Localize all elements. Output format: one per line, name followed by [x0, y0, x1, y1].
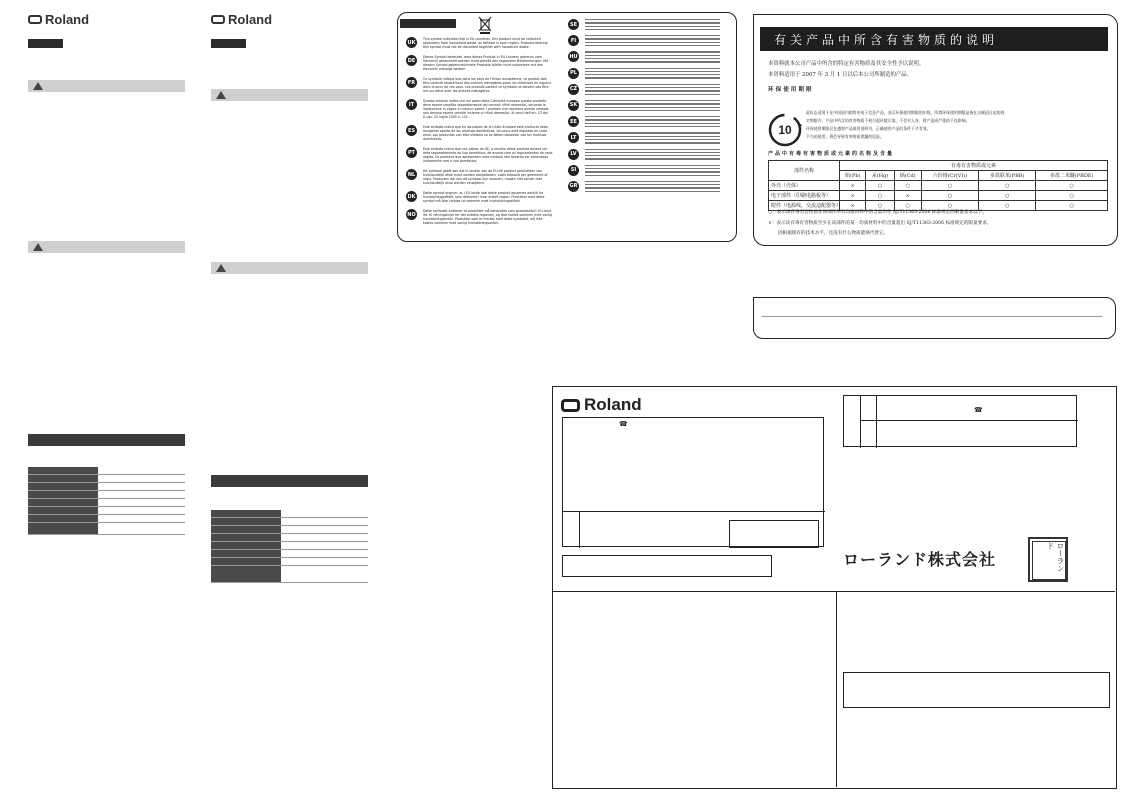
roland-logo-col2 — [211, 12, 272, 27]
eu-entry-uk — [406, 37, 561, 49]
dealer-vline — [579, 511, 580, 548]
cell: ○ — [921, 201, 978, 211]
lang-tab-col2 — [211, 39, 246, 48]
cn-intro-2: 本资料适用于 2007 年 3 月 1 日以后本公司所制造的产品。 — [768, 72, 913, 78]
warning-triangle-icon — [33, 82, 43, 90]
cn-col: 多溴联苯(PBB) — [979, 171, 1036, 181]
epup-number: 10 — [778, 123, 792, 137]
eu-header-bar — [400, 19, 456, 28]
lang-badge: PL — [568, 68, 579, 79]
eu-entry-fi — [568, 35, 728, 46]
eu-entry-es — [406, 125, 561, 141]
lang-badge: DK — [406, 191, 417, 202]
cell: × — [840, 181, 866, 191]
eu-text: Dieses Symbol bedeutet, dass dieses Produkt in EU-Ländern getrennt vom Hausmüll gesammelt werden muss gemäß den regionalen Bestimmungen. Mit diesem Symbol gekennzeichnete Produkte dürfen nicht zusammen mit den Hausmüll entsorgt werden. — [423, 55, 549, 71]
cell: ○ — [979, 191, 1036, 201]
lang-badge: DE — [406, 55, 417, 66]
cell: ○ — [866, 201, 894, 211]
caution-bar-col1 — [28, 241, 185, 253]
eu-entry-ee — [568, 116, 728, 127]
eu-entry-gr — [568, 181, 728, 192]
eu-text: Questo simbolo indica che nei paesi della Comunità europea questo prodotto deve essere smaltito separatamente dai normali rifiuti domestici, secondo la legislazione in vigore in ciascun paese. I prodotti che riportano questo simbolo non devono essere smaltiti insieme ai rifiuti domestici. Ai sensi dell'art. 13 del D.Lgs. 25 luglio 2005 n. 151. — [423, 99, 549, 119]
table-row — [769, 181, 1108, 191]
lang-badge: GR — [568, 181, 579, 192]
cn-env-line-3: 环保使用期限仅在遵照产品使用说明书，正确使用产品的条件下才有效。 — [806, 126, 931, 131]
eu-entry-it — [406, 99, 561, 119]
eu-text: Este símbolo indica que en los países de la Unión Europea este producto debe recogerse aparte de los residuos domésticos, tal como esté regulado en cada zona. Los productos con este símbolo no se deben depositar con los residuos domésticos. — [423, 125, 548, 141]
brand-text: Roland — [228, 12, 273, 27]
jp-warranty-card — [552, 386, 1117, 789]
row-name: 电子部件（印刷电路板等） — [769, 191, 840, 201]
eu-text: Este símbolo indica que nos países da UE, a recolha deste produto deverá ser feita separadamente do lixo doméstico, de acordo com os regulamentos de cada região. Os produtos que apresentem este símbolo não deverão ser eliminados juntamente com o lixo doméstico. — [423, 147, 553, 163]
warning-bar-col1 — [28, 80, 185, 92]
eu-text: Dit symbool geeft aan dat in landen van de EU dit product gescheiden van huishoudelijk afval moet worden aangeboden, zoals bepaald per gemeente of regio. Producten die van dit symbool zijn voorzien, mogen niet samen met huishoudelijk afval worden verwijderd. — [423, 169, 548, 185]
roland-mark-icon — [211, 15, 225, 24]
eu-text: Ce symbole indique que dans les pays de l'Union européenne, ce produit doit être collecté séparément des ordures ménagères selon les directives en vigueur dans chacun de ces pays. Les produits portant ce symbole ne doivent pas être mis au rebut avec les ordures ménagères. — [423, 77, 552, 93]
lang-badge: NL — [406, 169, 417, 180]
lang-badge: FR — [406, 77, 417, 88]
owner-hline — [860, 420, 1078, 421]
eu-entry-pl — [568, 68, 728, 79]
brand-text: Roland — [45, 12, 90, 27]
lang-badge: LV — [568, 149, 579, 160]
china-rohs-panel — [753, 14, 1118, 246]
lang-badge: LT — [568, 132, 579, 143]
eu-entry-de — [406, 55, 561, 71]
lang-tab-col1 — [28, 39, 63, 48]
cn-note-3: 因根据现有的技术水平，还没有什么物质能够代替它。 — [778, 231, 889, 236]
eu-entry-se — [568, 19, 728, 30]
eu-entry-lt — [568, 132, 728, 143]
lang-badge: IT — [406, 99, 417, 110]
cn-col-group: 有毒有害物质或元素 — [840, 161, 1108, 171]
lang-badge: CZ — [568, 84, 579, 95]
eu-entry-dk — [406, 191, 561, 203]
spec-table-col1 — [28, 467, 185, 535]
table-row — [769, 191, 1108, 201]
eu-entry-nl — [406, 169, 561, 185]
lang-badge: UK — [406, 37, 417, 48]
eu-entry-fr — [406, 77, 561, 93]
cell: × — [840, 201, 866, 211]
spec-header-col1 — [28, 434, 185, 446]
cn-env-line-1: 此标志适用于在中国国内销售的电子信息产品，表示环保使用期限的年数。所谓环保使用期限是指在自制造日起的规 — [806, 110, 1005, 115]
caution-triangle-icon — [33, 243, 43, 251]
phone-icon: ☎ — [619, 420, 628, 428]
cell: ○ — [866, 191, 894, 201]
cell: ○ — [1036, 201, 1108, 211]
jp-roland-logo — [561, 395, 642, 415]
cell: ○ — [979, 181, 1036, 191]
jp-company-name: ローランド株式会社 — [843, 550, 997, 569]
lang-badge: PT — [406, 147, 417, 158]
cn-note-2: ×：表示该有毒有害物质至少在该部件的某一均质材料中的含量超出 SJ/T11363-2006 标准规定的限量要求。 — [768, 221, 992, 226]
eu-text: Dette symbol angiver, at i EU-lande skal dette produkt opsamles adskilt fra husholdningsaffald, som defineret i hver enkelt region. Produkter med dette symbol må ikke smides ud sammen med husholdningsaffald. — [423, 191, 545, 203]
roland-mark-icon — [28, 15, 42, 24]
lang-badge: EE — [568, 116, 579, 127]
card-divider — [553, 591, 1115, 592]
notice-line — [762, 316, 1102, 317]
eu-text: This symbol indicates that in EU countries, this product must be collected separately from household waste, as defined in each region. Products bearing this symbol must not be discarded together with household waste. — [423, 37, 548, 49]
phone-icon: ☎ — [974, 406, 983, 414]
cell: ○ — [979, 201, 1036, 211]
cell: × — [840, 191, 866, 201]
eu-entry-lv — [568, 149, 728, 160]
cn-env-line-2: 定期限内，产品中所含的有害物质不致引起环境污染，不会对人身、财产造成严重的不良影响。 — [806, 118, 970, 123]
cn-col-part: 部件名称 — [769, 161, 840, 181]
cn-col: 六价铬(Cr(VI)) — [921, 171, 978, 181]
eu-entry-no — [406, 209, 561, 225]
company-seal — [1028, 537, 1068, 582]
lang-badge: SI — [568, 165, 579, 176]
cn-intro-1: 本资料就本公司产品中所含的特定有害物质及其安全性予以说明。 — [768, 61, 925, 67]
card-center-line — [836, 591, 837, 787]
cn-col: 镉(Cd) — [894, 171, 921, 181]
owner-box — [843, 395, 1077, 447]
crossed-bin-icon — [478, 16, 492, 34]
repair-box — [843, 672, 1110, 708]
dealer-box — [562, 417, 824, 547]
cn-col: 多溴二苯醚(PBDE) — [1036, 171, 1108, 181]
cell: ○ — [894, 181, 921, 191]
roland-mark-icon — [561, 399, 580, 412]
caution-bar-col2 — [211, 262, 368, 274]
spec-table-col2 — [211, 510, 368, 583]
stamp-box — [729, 520, 819, 548]
serial-box — [562, 555, 772, 577]
lang-badge: NO — [406, 209, 417, 220]
seal-text: ローランド — [1032, 541, 1066, 580]
spec-header-col2 — [211, 475, 368, 487]
row-name: 附件（电源线、交流适配器等） — [769, 201, 840, 211]
row-name: 外壳（壳体） — [769, 181, 840, 191]
lang-badge: SE — [568, 19, 579, 30]
owner-vline-2 — [876, 396, 877, 448]
cell: × — [894, 191, 921, 201]
cell: ○ — [921, 191, 978, 201]
notice-box — [753, 297, 1116, 339]
eu-entry-hu — [568, 51, 728, 62]
cn-env-title: 环保使用期限 — [768, 87, 814, 93]
eu-entry-cz — [568, 84, 728, 95]
eu-entry-sk — [568, 100, 728, 111]
cn-col: 铅(Pb) — [840, 171, 866, 181]
cell: ○ — [1036, 191, 1108, 201]
cn-table-title: 产品中有毒有害物质或元素的名称及含量 — [768, 151, 895, 157]
lang-badge: SK — [568, 100, 579, 111]
cn-env-text — [806, 109, 1108, 141]
cn-env-line-4: 不当的使用，将会导致有害物质泄漏的危险。 — [806, 134, 884, 139]
lang-badge: ES — [406, 125, 417, 136]
cell: ○ — [894, 201, 921, 211]
lang-badge: HU — [568, 51, 579, 62]
eu-right-column — [568, 19, 728, 192]
cn-note-1: ○：表示该有毒有害物质在该部件所有均质材料中的含量均在 SJ/T11363-2006 标准规定的限量要求以下。 — [768, 210, 987, 215]
cn-col: 汞(Hg) — [866, 171, 894, 181]
cell: ○ — [921, 181, 978, 191]
cn-hazard-table — [768, 160, 1108, 211]
owner-vline-1 — [860, 396, 861, 448]
eu-entry-si — [568, 165, 728, 176]
roland-logo-col1 — [28, 12, 89, 27]
eu-text: Dette symbolet indikerer at produktet må behandles som spesialavfall i EU-land, iht. til retningslinjer for det enkelte regionen, og ikke kastes sammen med vanlig husholdningsavfall. Produkter som er merket med dette symbolet, må ikke kastes sammen med vanlig husholdningsavfall. — [423, 209, 553, 225]
brand-text: Roland — [584, 395, 642, 414]
cell: ○ — [866, 181, 894, 191]
cn-header: 有关产品中所含有害物质的说明 — [760, 27, 1108, 51]
eu-weee-panel — [397, 12, 737, 242]
dealer-divider — [563, 511, 825, 512]
caution-triangle-icon — [216, 264, 226, 272]
cell: ○ — [1036, 181, 1108, 191]
lang-badge: FI — [568, 35, 579, 46]
eu-entry-pt — [406, 147, 561, 163]
warning-bar-col2 — [211, 89, 368, 101]
warning-triangle-icon — [216, 91, 226, 99]
eu-left-column — [406, 37, 561, 225]
